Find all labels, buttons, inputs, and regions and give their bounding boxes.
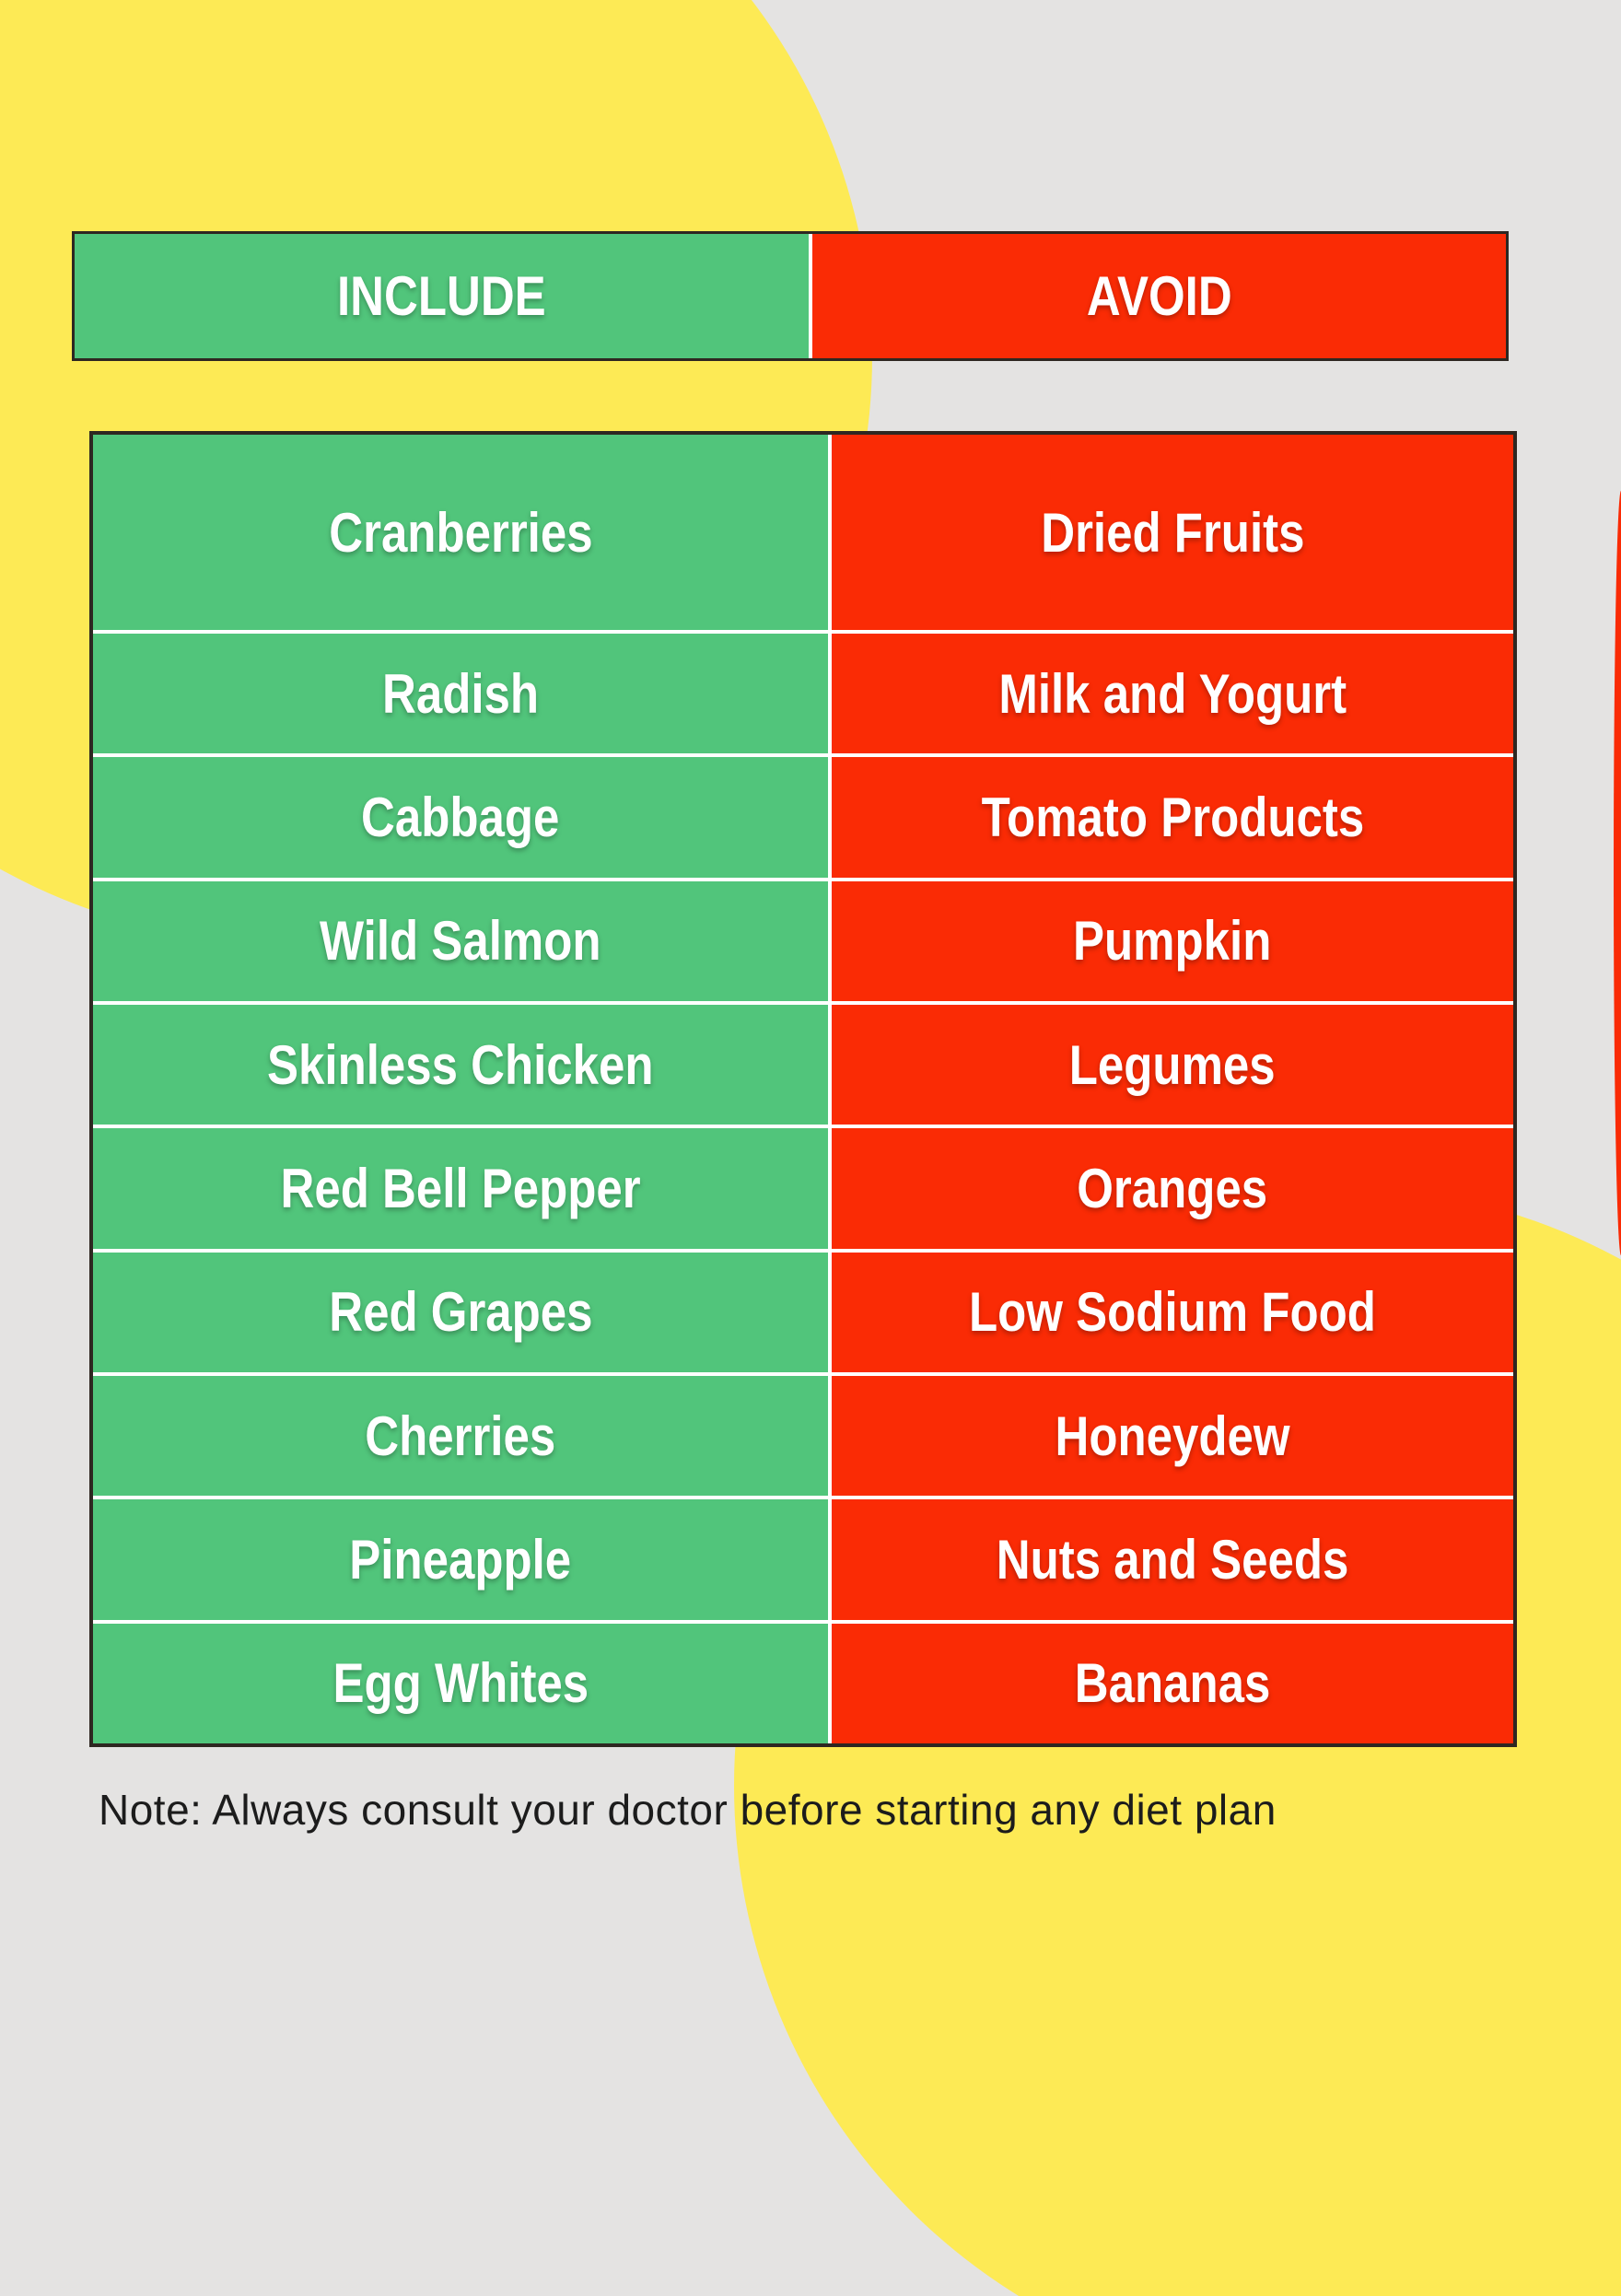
avoid-cell bbox=[832, 1499, 1513, 1619]
include-cell bbox=[93, 1005, 828, 1125]
include-cell-text: Pineapple bbox=[349, 1528, 572, 1591]
avoid-cell-text: Dried Fruits bbox=[1040, 501, 1305, 564]
table-row bbox=[93, 630, 1513, 753]
avoid-cell-text: Oranges bbox=[1077, 1157, 1268, 1219]
avoid-cell bbox=[832, 1624, 1513, 1743]
avoid-cell-text: Tomato Products bbox=[981, 786, 1364, 848]
include-cell bbox=[93, 435, 828, 630]
avoid-cell bbox=[832, 634, 1513, 753]
include-header-cell bbox=[75, 234, 809, 358]
table-row bbox=[93, 1001, 1513, 1125]
include-cell-text: Cherries bbox=[365, 1404, 556, 1467]
include-cell bbox=[93, 1624, 828, 1743]
avoid-cell-text: Low Sodium Food bbox=[969, 1281, 1376, 1344]
table-row bbox=[93, 1249, 1513, 1372]
include-header-label: INCLUDE bbox=[337, 265, 546, 327]
table-row bbox=[93, 1620, 1513, 1743]
diet-table bbox=[89, 431, 1517, 1747]
include-cell-text: Egg Whites bbox=[332, 1652, 589, 1715]
avoid-cell-text: Pumpkin bbox=[1073, 910, 1272, 973]
table-row bbox=[93, 753, 1513, 877]
include-cell bbox=[93, 1128, 828, 1248]
table-row bbox=[93, 435, 1513, 630]
include-cell-text: Skinless Chicken bbox=[267, 1033, 654, 1096]
include-cell-text: Wild Salmon bbox=[320, 910, 601, 973]
avoid-cell-text: Bananas bbox=[1074, 1652, 1271, 1715]
table-row bbox=[93, 1125, 1513, 1248]
avoid-cell bbox=[832, 881, 1513, 1001]
include-cell bbox=[93, 881, 828, 1001]
red-circle-edge-decoration bbox=[1614, 491, 1621, 1255]
include-cell-text: Red Grapes bbox=[328, 1281, 593, 1344]
table-row bbox=[93, 878, 1513, 1001]
table-row bbox=[93, 1496, 1513, 1619]
avoid-cell bbox=[832, 1253, 1513, 1372]
table-row bbox=[93, 1372, 1513, 1496]
avoid-cell bbox=[832, 1376, 1513, 1496]
include-cell-text: Cranberries bbox=[328, 501, 593, 564]
include-cell-text: Red Bell Pepper bbox=[280, 1157, 641, 1219]
avoid-cell bbox=[832, 757, 1513, 877]
avoid-cell-text: Milk and Yogurt bbox=[998, 662, 1347, 725]
include-cell bbox=[93, 1376, 828, 1496]
include-cell-text: Radish bbox=[381, 662, 540, 725]
include-cell bbox=[93, 1499, 828, 1619]
doctor-note-text: Note: Always consult your doctor before starting any diet plan bbox=[99, 1786, 1277, 1834]
table-header bbox=[72, 231, 1509, 361]
avoid-cell-text: Honeydew bbox=[1055, 1404, 1290, 1467]
include-cell bbox=[93, 634, 828, 753]
include-cell bbox=[93, 1253, 828, 1372]
include-cell-text: Cabbage bbox=[361, 786, 560, 848]
avoid-cell bbox=[832, 1005, 1513, 1125]
avoid-cell-text: Legumes bbox=[1069, 1033, 1276, 1096]
avoid-cell-text: Nuts and Seeds bbox=[996, 1528, 1349, 1591]
avoid-cell bbox=[832, 1128, 1513, 1248]
avoid-header-label: AVOID bbox=[1086, 265, 1232, 327]
avoid-cell bbox=[832, 435, 1513, 630]
include-cell bbox=[93, 757, 828, 877]
avoid-header-cell bbox=[812, 234, 1506, 358]
